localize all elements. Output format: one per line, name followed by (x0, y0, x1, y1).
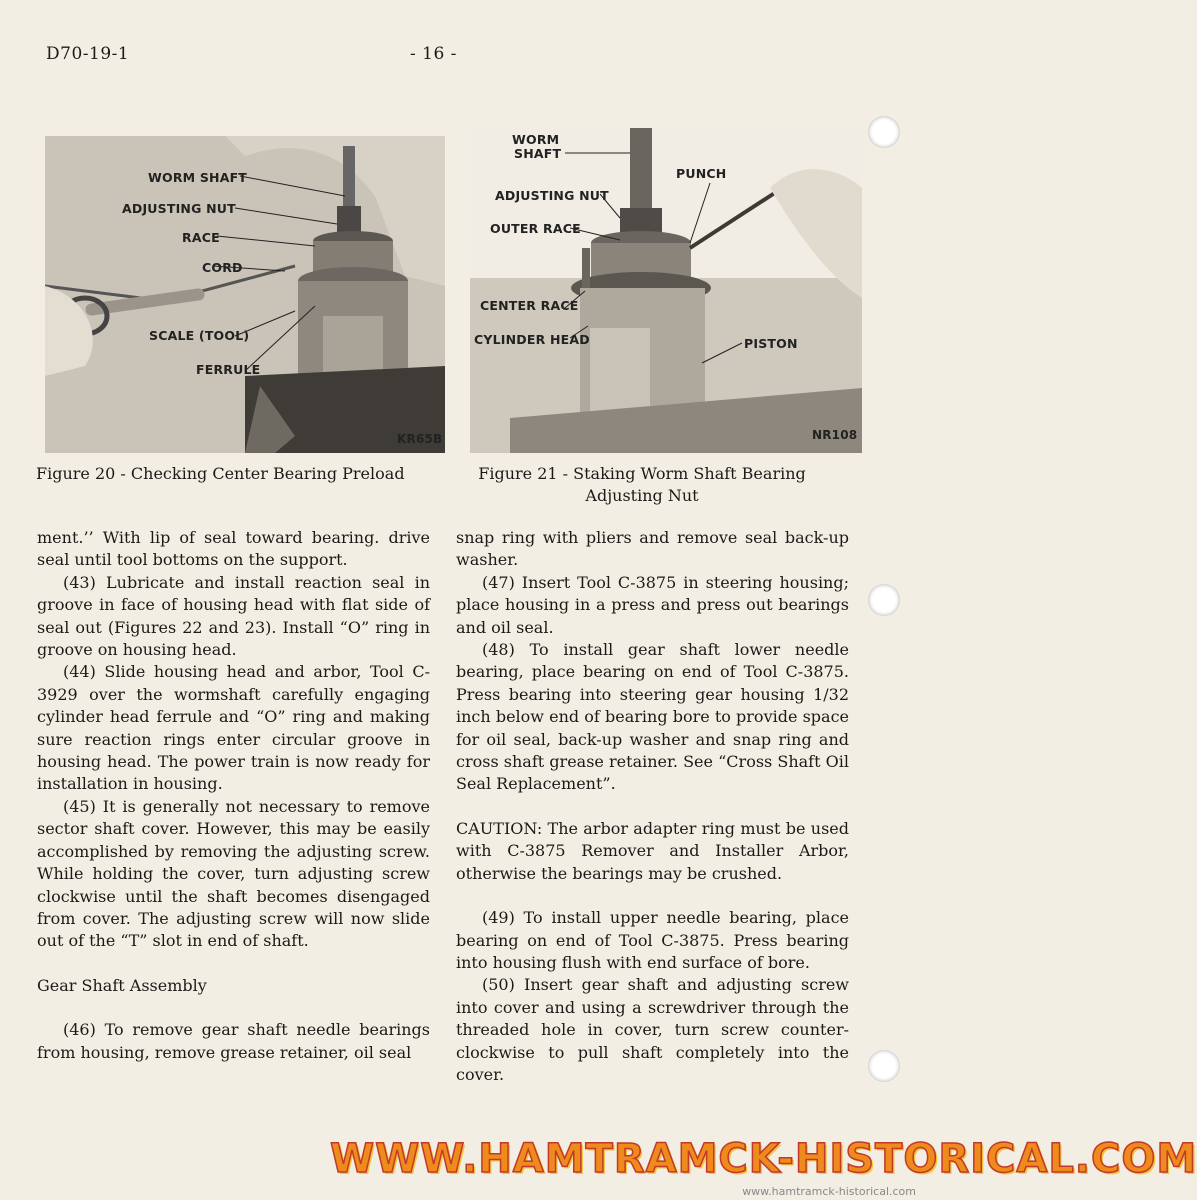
label-worm: WORM (512, 132, 560, 147)
label-worm-shaft: WORM SHAFT (148, 170, 248, 185)
paragraph-46: (46) To remove gear shaft needle bearings from housing, remove grease retainer, oil seal (37, 1020, 430, 1062)
paragraph-continuation-right: snap ring with pliers and remove seal back-up washer. (456, 528, 849, 570)
paragraph-49: (49) To install upper needle bearing, place bearing on end of Tool C-3875. Press bearing into housing flush with end surface of bore. (456, 908, 849, 972)
paragraph-45: (45) It is generally not necessary to remove sector shaft cover. However, this may be easily accomplished by removing the adjusting screw. While holding the cover, turn adjusting screw clockwise until the shaft becomes disengaged from cover. The adjusting screw will now slide out of the “T” slot in end of shaft. (37, 796, 430, 951)
figure-21-photo (470, 128, 862, 453)
figure-21-caption (452, 463, 832, 507)
binder-hole-bottom (868, 1050, 900, 1082)
figure-20-photo (45, 136, 445, 453)
label-scale-tool: SCALE (TOOL) (149, 328, 250, 343)
label-punch: PUNCH (676, 166, 727, 181)
paragraph-50: (50) Insert gear shaft and adjusting screw into cover and using a screwdriver through the threaded hole in cover, turn screw counter-clockwise to pull shaft completely into the cover. (456, 975, 849, 1084)
label-cylinder-head: CYLINDER HEAD (474, 332, 590, 347)
figure-20-caption: Figure 20 - Checking Center Bearing Preload (36, 464, 405, 483)
label-ferrule: FERRULE (196, 362, 261, 377)
site-watermark: WWW.HAMTRAMCK-HISTORICAL.COM (330, 1136, 1197, 1182)
label-adjusting-nut: ADJUSTING NUT (122, 201, 236, 216)
figure-21-illustration (470, 128, 862, 453)
label-shaft: SHAFT (514, 146, 562, 161)
caution-note: CAUTION: The arbor adapter ring must be used with C-3875 Remover and Installer Arbor, otherwise the bearings may be crushed. (456, 818, 849, 883)
binder-hole-top (868, 116, 900, 148)
label-center-race: CENTER RACE (480, 298, 579, 313)
site-watermark-small: www.hamtramck-historical.com (742, 1185, 916, 1198)
paragraph-continuation: ment.’’ With lip of seal toward bearing. drive seal until tool bottoms on the support. (37, 528, 430, 570)
label-outer-race: OUTER RACE (490, 221, 581, 236)
page-number: - 16 - (410, 44, 457, 64)
section-heading-gear-shaft-assembly: Gear Shaft Assembly (37, 975, 207, 995)
paragraph-48: (48) To install gear shaft lower needle bearing, place bearing on end of Tool C-3875. Press bearing into steering gear housing 1/32 inch below end of bearing bore to provide space for oil seal, back-up washer and snap ring and cross shaft grease retainer. See “Cross Shaft Oil Seal Replacement”. (456, 640, 849, 794)
figure-21-caption-line1: Figure 21 - Staking Worm Shaft Bearing (478, 464, 806, 483)
binder-hole-middle (868, 584, 900, 616)
paragraph-43: (43) Lubricate and install reaction seal in groove in face of housing head with flat side of seal out (Figures 22 and 23). Install “O” ring in groove on housing head. (37, 572, 430, 660)
paragraph-44: (44) Slide housing head and arbor, Tool C-3929 over the wormshaft carefully engaging cylinder head ferrule and “O” ring and making sure reaction rings enter circular groove in housing head. The power train is now ready for installation in housing. (37, 662, 430, 794)
figure-20-code: KR65B (397, 432, 443, 446)
label-piston: PISTON (744, 336, 798, 351)
figure-21-code: NR108 (812, 428, 858, 442)
label-race: RACE (182, 230, 220, 245)
document-id: D70-19-1 (46, 44, 130, 64)
label-cord: CORD (202, 260, 243, 275)
left-text-column (37, 527, 430, 1064)
figure-21-caption-line2: Adjusting Nut (585, 486, 699, 505)
label-adjusting-nut: ADJUSTING NUT (495, 188, 609, 203)
right-text-column (456, 527, 849, 1086)
paragraph-47: (47) Insert Tool C-3875 in steering housing; place housing in a press and press out bearings and oil seal. (456, 572, 849, 637)
